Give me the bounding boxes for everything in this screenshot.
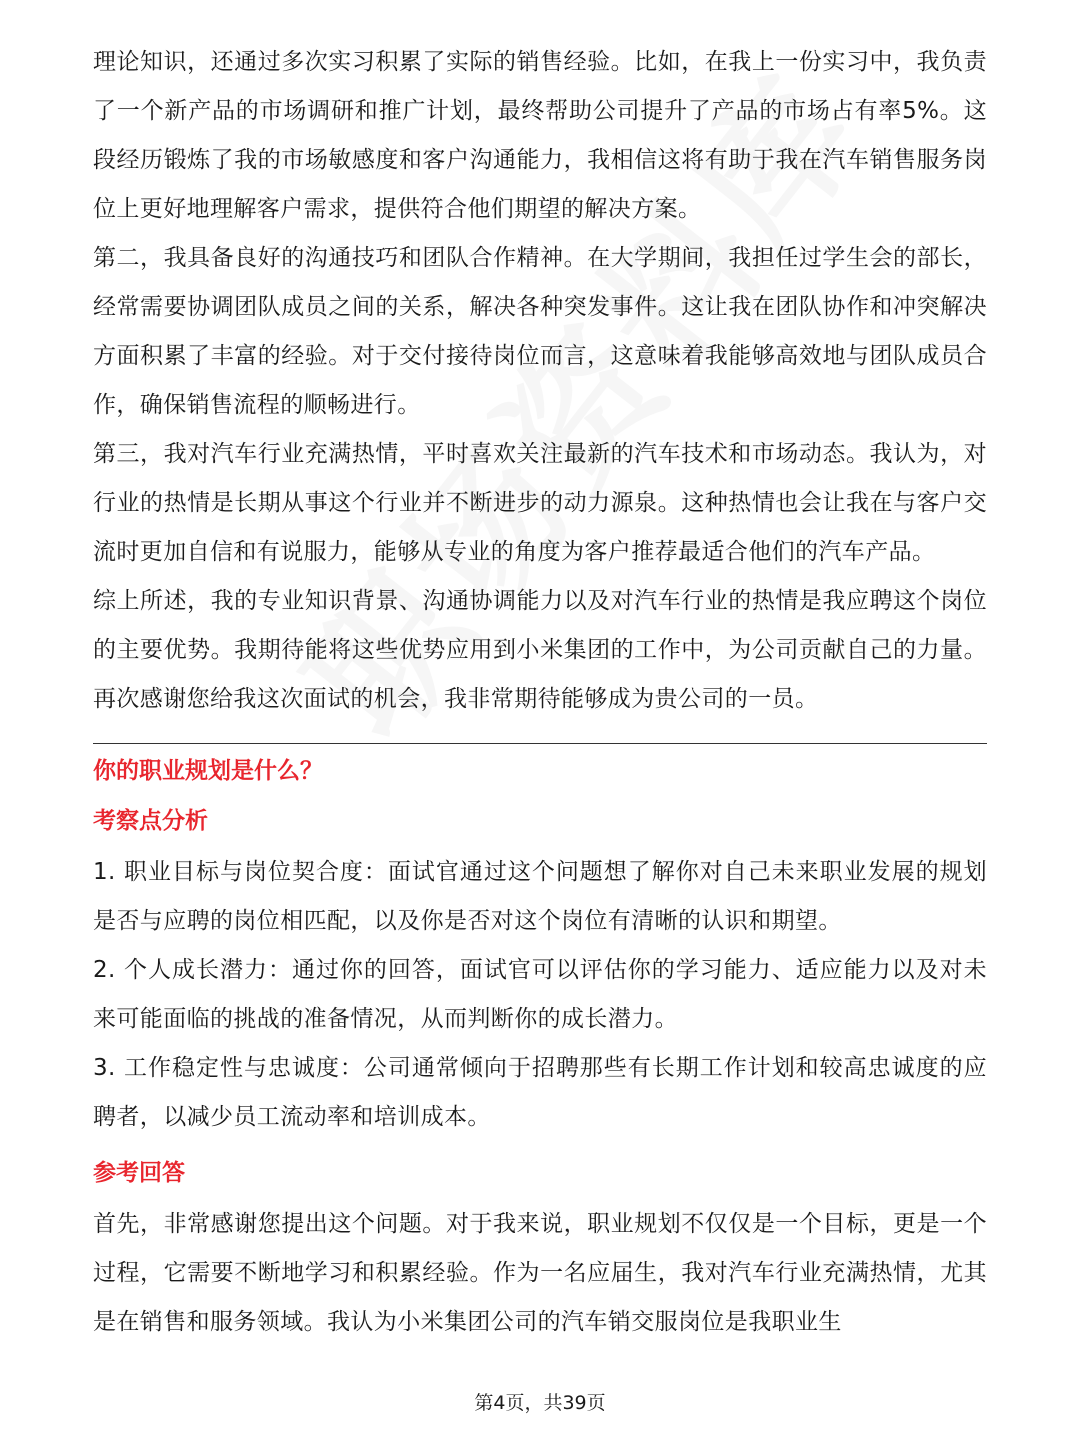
intro-paragraph-2: 第二，我具备良好的沟通技巧和团队合作精神。在大学期间，我担任过学生会的部长，经常需要协调团队成员之间的关系，解决各种突发事件。这让我在团队协作和冲突解决方面积累了丰富的经验。对于交付接待岗位而言，这意味着我能够高效地与团队成员合作，确保销售流程的顺畅进行。 <box>93 245 987 418</box>
analysis-heading: 考察点分析 <box>93 808 208 834</box>
analysis-point-2: 2. 个人成长潜力：通过你的回答，面试官可以评估你的学习能力、适应能力以及对未来可能面临的挑战的准备情况，从而判断你的成长潜力。 <box>93 957 987 1032</box>
page-number-footer: 第4页，共39页 <box>474 1392 606 1414</box>
intro-paragraph-3: 第三，我对汽车行业充满热情，平时喜欢关注最新的汽车技术和市场动态。我认为，对行业的热情是长期从事这个行业并不断进步的动力源泉。这种热情也会让我在与客户交流时更加自信和有说服力，能够从专业的角度为客户推荐最适合他们的汽车产品。 <box>93 441 987 565</box>
question-title: 你的职业规划是什么？ <box>93 758 323 784</box>
intro-paragraph-1: 理论知识，还通过多次实习积累了实际的销售经验。比如，在我上一份实习中，我负责了一个新产品的市场调研和推广计划，最终帮助公司提升了产品的市场占有率5%。这段经历锻炼了我的市场敏感度和客户沟通能力，我相信这将有助于我在汽车销售服务岗位上更好地理解客户需求，提供符合他们期望的解决方案。 <box>93 49 987 222</box>
analysis-point-3: 3. 工作稳定性与忠诚度：公司通常倾向于招聘那些有长期工作计划和较高忠诚度的应聘者，以减少员工流动率和培训成本。 <box>93 1055 987 1130</box>
answer-paragraph: 首先，非常感谢您提出这个问题。对于我来说，职业规划不仅仅是一个目标，更是一个过程，它需要不断地学习和积累经验。作为一名应届生，我对汽车行业充满热情，尤其是在销售和服务领域。我认为小米集团公司的汽车销交服岗位是我职业生 <box>93 1211 987 1335</box>
answer-heading: 参考回答 <box>93 1160 185 1186</box>
intro-paragraph-4: 综上所述，我的专业知识背景、沟通协调能力以及对汽车行业的热情是我应聘这个岗位的主要优势。我期待能将这些优势应用到小米集团的工作中，为公司贡献自己的力量。再次感谢您给我这次面试的机会，我非常期待能够成为贵公司的一员。 <box>93 588 987 712</box>
document-page <box>93 38 987 1347</box>
section-divider <box>93 743 987 744</box>
analysis-point-1: 1. 职业目标与岗位契合度：面试官通过这个问题想了解你对自己未来职业发展的规划是否与应聘的岗位相匹配，以及你是否对这个岗位有清晰的认识和期望。 <box>93 859 987 934</box>
